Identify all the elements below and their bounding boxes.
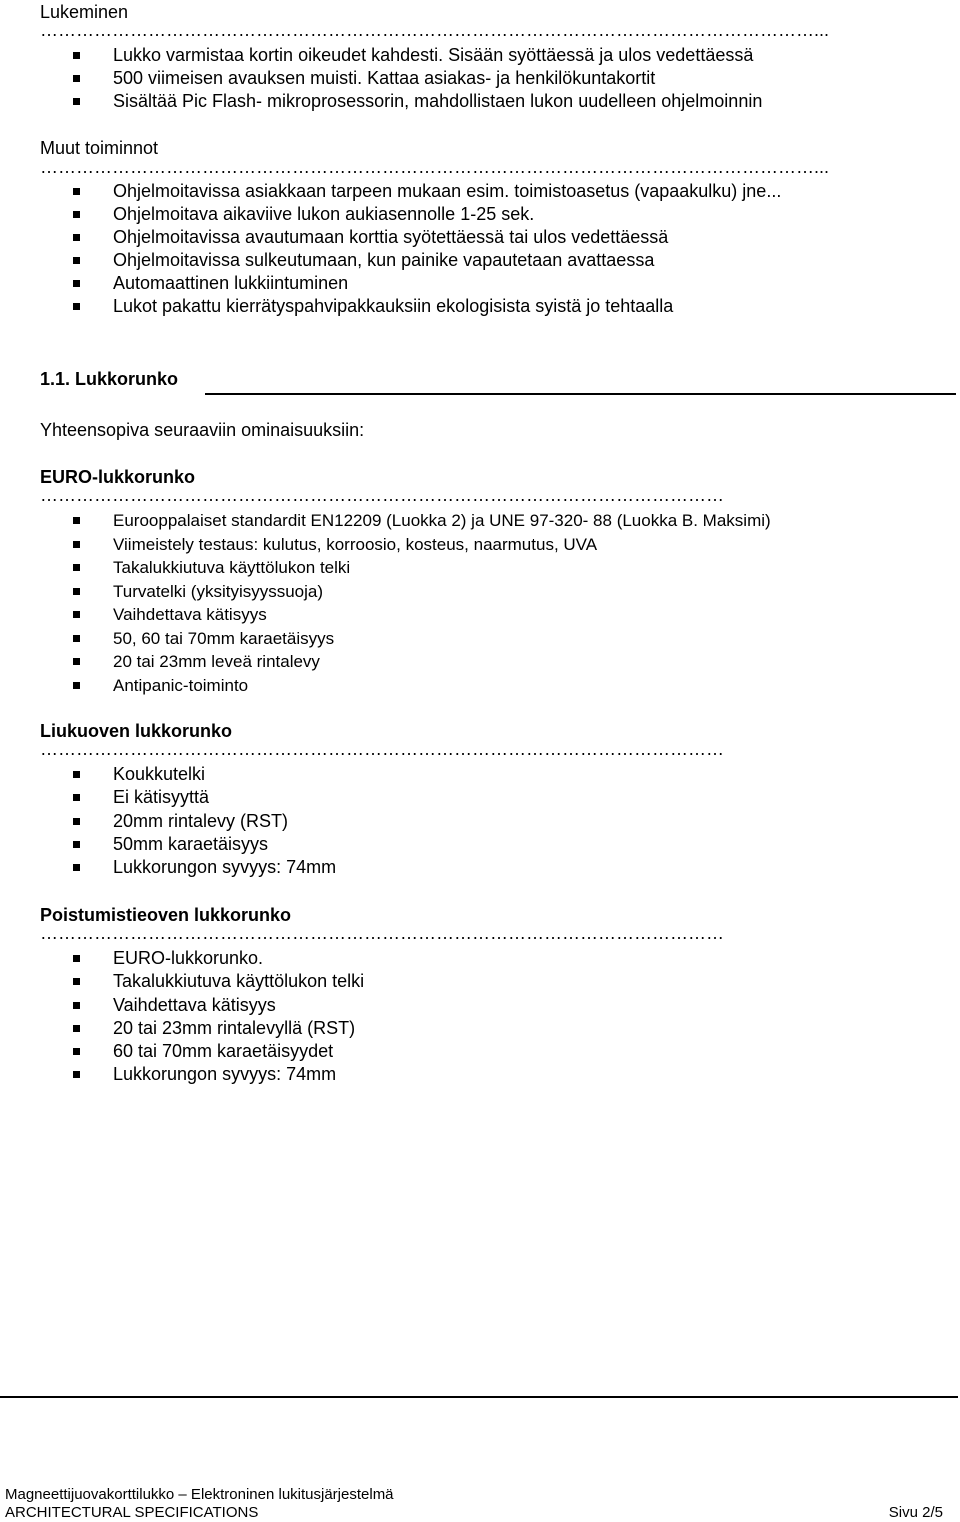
square-bullet-icon bbox=[73, 1002, 80, 1009]
other-functions-title: Muut toiminnot bbox=[40, 138, 159, 158]
list-item: Automaattinen lukkiintuminen bbox=[73, 272, 781, 295]
exit-list bbox=[73, 947, 364, 1087]
square-bullet-icon bbox=[73, 635, 80, 642]
list-item: Vaihdettava kätisyys bbox=[73, 603, 771, 627]
reading-title: Lukeminen bbox=[40, 2, 129, 22]
list-item: Vaihdettava kätisyys bbox=[73, 994, 364, 1017]
list-item: Lukko varmistaa kortin oikeudet kahdesti. Sisään syöttäessä ja ulos vedettäessä bbox=[73, 44, 762, 67]
square-bullet-icon bbox=[73, 841, 80, 848]
list-item: Takalukkiutuva käyttölukon telki bbox=[73, 556, 771, 580]
list-item: 50mm karaetäisyys bbox=[73, 833, 336, 856]
euro-list bbox=[73, 509, 771, 697]
list-item: Turvatelki (yksityisyyssuoja) bbox=[73, 580, 771, 604]
square-bullet-icon bbox=[73, 257, 80, 264]
list-item: 500 viimeisen avauksen muisti. Kattaa asiakas- ja henkilökuntakortit bbox=[73, 67, 762, 90]
list-item: Ohjelmoitavissa sulkeutumaan, kun painike vapautetaan avattaessa bbox=[73, 249, 781, 272]
square-bullet-icon bbox=[73, 658, 80, 665]
footer-line-1: Magneettijuovakorttilukko – Elektroninen lukitusjärjestelmä bbox=[5, 1486, 394, 1503]
square-bullet-icon bbox=[73, 1048, 80, 1055]
square-bullet-icon bbox=[73, 98, 80, 105]
square-bullet-icon bbox=[73, 771, 80, 778]
square-bullet-icon bbox=[73, 1071, 80, 1078]
square-bullet-icon bbox=[73, 611, 80, 618]
square-bullet-icon bbox=[73, 517, 80, 524]
section-intro: Yhteensopiva seuraaviin ominaisuuksiin: bbox=[40, 420, 365, 440]
square-bullet-icon bbox=[73, 1025, 80, 1032]
other-functions-dots: …………………………………………………………………………………………………………………... bbox=[40, 157, 830, 177]
footer-line-2: ARCHITECTURAL SPECIFICATIONS bbox=[5, 1504, 259, 1521]
list-item: EURO-lukkorunko. bbox=[73, 947, 364, 970]
square-bullet-icon bbox=[73, 682, 80, 689]
list-item: 50, 60 tai 70mm karaetäisyys bbox=[73, 627, 771, 651]
square-bullet-icon bbox=[73, 978, 80, 985]
reading-dots: …………………………………………………………………………………………………………………... bbox=[40, 20, 830, 40]
sliding-dots: …………………………………………………………………………………………………… bbox=[40, 739, 724, 759]
list-item: Ei kätisyyttä bbox=[73, 786, 336, 809]
square-bullet-icon bbox=[73, 188, 80, 195]
list-item: 60 tai 70mm karaetäisyydet bbox=[73, 1040, 364, 1063]
square-bullet-icon bbox=[73, 955, 80, 962]
list-item: Antipanic-toiminto bbox=[73, 674, 771, 698]
square-bullet-icon bbox=[73, 234, 80, 241]
heading-rule bbox=[205, 393, 956, 395]
list-item: Koukkutelki bbox=[73, 763, 336, 786]
list-item: Viimeistely testaus: kulutus, korroosio, kosteus, naarmutus, UVA bbox=[73, 533, 771, 557]
list-item: 20 tai 23mm rintalevyllä (RST) bbox=[73, 1017, 364, 1040]
sliding-title: Liukuoven lukkorunko bbox=[40, 721, 233, 741]
sliding-list bbox=[73, 763, 336, 879]
square-bullet-icon bbox=[73, 564, 80, 571]
list-item: Takalukkiutuva käyttölukon telki bbox=[73, 970, 364, 993]
euro-dots: …………………………………………………………………………………………………… bbox=[40, 485, 724, 505]
list-item: Ohjelmoitavissa avautumaan korttia syötettäessä tai ulos vedettäessä bbox=[73, 226, 781, 249]
page-number: Sivu 2/5 bbox=[888, 1504, 943, 1521]
exit-title: Poistumistieoven lukkorunko bbox=[40, 905, 292, 925]
square-bullet-icon bbox=[73, 794, 80, 801]
list-item: Lukkorungon syvyys: 74mm bbox=[73, 856, 336, 879]
square-bullet-icon bbox=[73, 818, 80, 825]
list-item: Ohjelmoitavissa asiakkaan tarpeen mukaan esim. toimistoasetus (vapaakulku) jne... bbox=[73, 180, 781, 203]
list-item: Ohjelmoitava aikaviive lukon aukiasennolle 1-25 sek. bbox=[73, 203, 781, 226]
list-item: Sisältää Pic Flash- mikroprosessorin, mahdollistaen lukon uudelleen ohjelmoinnin bbox=[73, 90, 762, 113]
euro-title: EURO-lukkorunko bbox=[40, 467, 196, 487]
list-item: 20mm rintalevy (RST) bbox=[73, 810, 336, 833]
square-bullet-icon bbox=[73, 280, 80, 287]
list-item: 20 tai 23mm leveä rintalevy bbox=[73, 650, 771, 674]
square-bullet-icon bbox=[73, 303, 80, 310]
section-heading: 1.1. Lukkorunko bbox=[40, 369, 179, 389]
square-bullet-icon bbox=[73, 588, 80, 595]
list-item: Eurooppalaiset standardit EN12209 (Luokka 2) ja UNE 97-320- 88 (Luokka B. Maksimi) bbox=[73, 509, 771, 533]
footer-rule bbox=[0, 1396, 958, 1398]
square-bullet-icon bbox=[73, 52, 80, 59]
other-functions-list bbox=[73, 180, 781, 318]
list-item: Lukkorungon syvyys: 74mm bbox=[73, 1063, 364, 1086]
list-item: Lukot pakattu kierrätyspahvipakkauksiin ekologisista syistä jo tehtaalla bbox=[73, 295, 781, 318]
reading-list bbox=[73, 44, 762, 113]
square-bullet-icon bbox=[73, 541, 80, 548]
exit-dots: …………………………………………………………………………………………………… bbox=[40, 923, 724, 943]
square-bullet-icon bbox=[73, 864, 80, 871]
square-bullet-icon bbox=[73, 75, 80, 82]
square-bullet-icon bbox=[73, 211, 80, 218]
